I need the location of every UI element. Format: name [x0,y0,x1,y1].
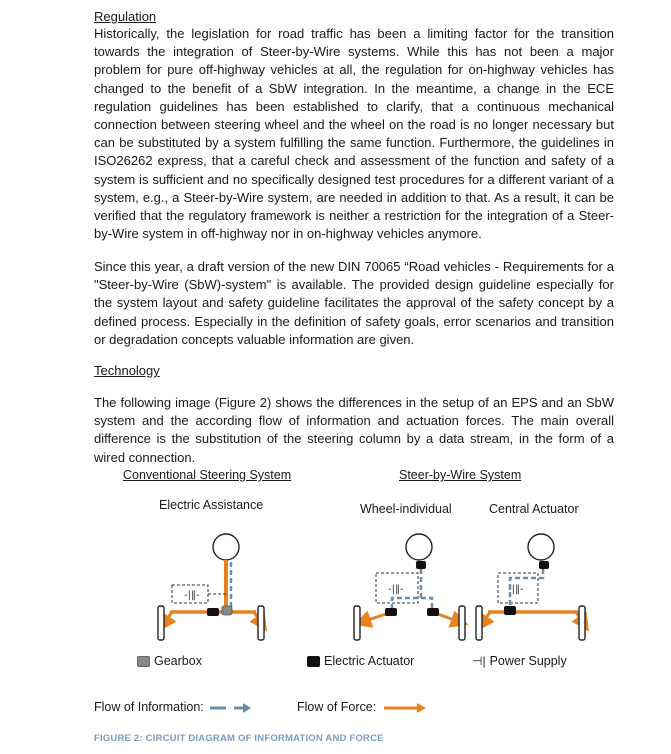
electric-actuator-icon [416,561,426,569]
legend-power-supply [472,654,567,668]
gearbox-swatch-icon [137,656,150,667]
legend-gearbox-label: Gearbox [154,654,202,668]
electric-actuator-icon [207,608,219,616]
steering-wheel-icon [213,534,239,560]
regulation-text-2: Since this year, a draft version of the new DIN 70065 “Road vehicles - Requirements for a "Steer-by-Wire (SbW)-system" is available. The provided design guideline especially for the system layout and safety guideline facilitates the approval of the safety concept by a defined process. Especially in the definition of safety goals, error scenarios and transition or degradation concepts valuable information are given. [94,259,614,347]
electric-actuator-icon [427,608,439,616]
regulation-heading: Regulation [94,9,157,24]
conventional-title: Conventional Steering System [123,468,292,482]
technology-text: The following image (Figure 2) shows the differences in the setup of an EPS and an SbW system and the according flow of information and actuation forces. The main overall difference is the substitution of the steering column by a data stream, in the form of a wired connection. [94,395,614,465]
eps-diagram [158,534,264,640]
flow-information-label: Flow of Information: [94,700,204,714]
steering-wheel-icon [406,534,432,560]
wheel-icon [476,606,482,640]
actuator-swatch-icon [307,656,320,667]
sbw-title: Steer-by-Wire System [399,468,522,482]
power-supply-icon: -|‖- [508,584,524,595]
power-supply-icon: -|‖- [184,590,200,601]
wheel-icon [354,606,360,640]
sbw-wheel-individual-diagram [354,534,465,640]
legend-power-supply-label: Power Supply [489,654,567,668]
wheel-icon [459,606,465,640]
force-flow-legend-arrow [384,703,426,713]
legend-gearbox [137,654,202,668]
legend-electric-actuator [307,654,414,668]
wheel-icon [158,606,164,640]
flow-force-label: Flow of Force: [297,700,377,714]
legend-electric-actuator-label: Electric Actuator [324,654,415,668]
electric-actuator-icon [504,606,516,615]
gearbox-icon [222,606,232,615]
electric-actuator-icon [539,561,549,569]
sbw-central-actuator-diagram [476,534,585,640]
electric-actuator-icon [385,608,397,616]
regulation-text-1: Historically, the legislation for road traffic has been a limiting factor for the transition towards the integration of Steer-by-Wire systems. While this has not been a major problem for pure off-highway vehicles at all, the regulation for on-highway vehicles has changed to the benefit of a SbW integration. In the meantime, a change in the ECE regulation guidelines has been established to clarify, that a continuous mechanical connection between steering wheel and the wheel on the road is no longer necessary but can be substituted by a system fulfilling the same function. Furthermore, the guidelines in ISO26262 express, that a careful check and assessment of the function and safety of a system is sufficient and no specifically designed test procedures for a different variant of a system, e.g., a Steer-by-Wire system, are needed in addition to that. As a result, it can be verified that the regulatory framework is neither a restriction for the integration of a Steer-by-Wire system in off-highway nor in on-highway vehicles anymore. [94,26,614,242]
electric-assistance-label: Electric Assistance [159,498,264,512]
wheel-icon [579,606,585,640]
wheel-icon [258,606,264,640]
power-supply-legend-icon: ⊣| [472,654,486,668]
steering-wheel-icon [528,534,554,560]
central-actuator-label: Central Actuator [489,502,579,516]
wheel-individual-label: Wheel-individual [360,502,452,516]
info-flow-legend-arrow [210,703,251,713]
power-supply-icon: -|‖- [388,584,404,595]
technology-heading: Technology [94,363,160,378]
figure-caption: FIGURE 2: CIRCUIT DIAGRAM OF INFORMATION AND FORCE [94,733,384,744]
